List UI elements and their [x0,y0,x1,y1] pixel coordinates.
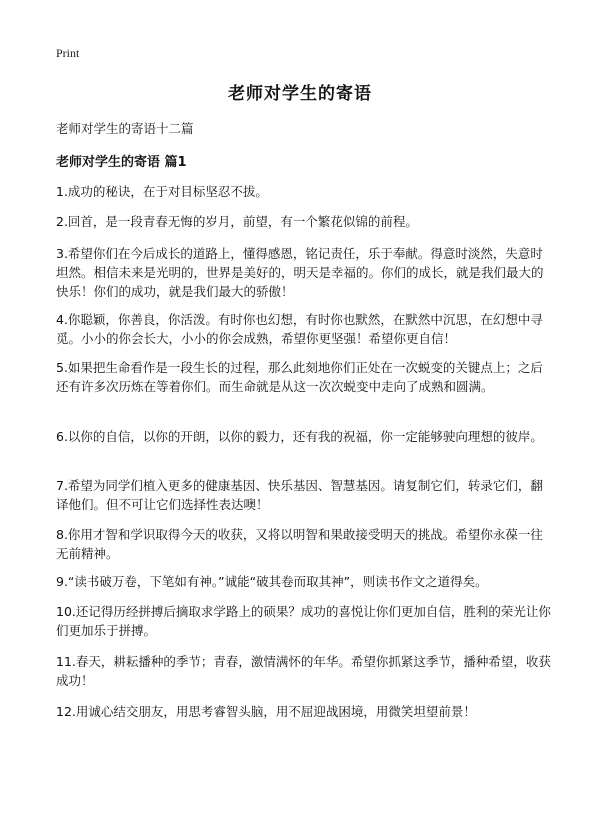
document-subtitle: 老师对学生的寄语十二篇 [56,121,194,136]
list-item: 8.你用才智和学识取得今天的收获，又将以明智和果敢接受明天的挑战。希望你永葆一往无前精神。 [56,527,543,561]
list-item: 6.以你的自信，以你的开朗，以你的毅力，还有我的祝福，你一定能够驶向理想的彼岸。 [56,429,543,444]
list-item: 12.用诚心结交朋友，用思考睿智头脑，用不屈迎战困境，用微笑坦望前景！ [56,704,476,719]
list-item: 1.成功的秘诀，在于对目标坚忍不拔。 [56,184,268,199]
list-item: 11.春天，耕耘播种的季节；青春，激情满怀的年华。希望你抓紧这季节，播种希望，收获成功！ [56,654,551,688]
page-title: 老师对学生的寄语 [228,84,372,104]
print-label[interactable]: Print [56,46,80,60]
list-item: 9.“读书破万卷，下笔如有神。”诚能“破其卷而取其神”，则读书作文之道得矣。 [56,574,488,589]
list-item: 2.回首，是一段青春无悔的岁月，前望，有一个繁花似锦的前程。 [56,214,418,229]
list-item: 4.你聪颖，你善良，你活泼。有时你也幻想，有时你也默然，在默然中沉思，在幻想中寻觅。小小的你会长大，小小的你会成熟，希望你更坚强！希望你更自信！ [56,312,543,346]
list-item: 7.希望为同学们植入更多的健康基因、快乐基因、智慧基因。请复制它们，转录它们，翻译他们。但不可让它们选择性表达噢！ [56,478,543,512]
list-item: 10.还记得历经拼搏后摘取求学路上的硕果？成功的喜悦让你们更加自信，胜利的荣光让你们更加乐于拼搏。 [56,604,551,638]
list-item: 3.希望你们在今后成长的道路上，懂得感恩，铭记责任，乐于奉献。得意时淡然，失意时坦然。相信未来是光明的，世界是美好的，明天是幸福的。你们的成长，就是我们最大的快乐！你们的成功，就是我们最大的骄傲！ [56,246,544,299]
list-item: 5.如果把生命看作是一段生长的过程，那么此刻地你们正处在一次蜕变的关键点上；之后还有许多次历炼在等着你们。而生命就是从这一次次蜕变中走向了成熟和圆满。 [56,360,543,394]
section-heading: 老师对学生的寄语 篇1 [56,155,187,170]
